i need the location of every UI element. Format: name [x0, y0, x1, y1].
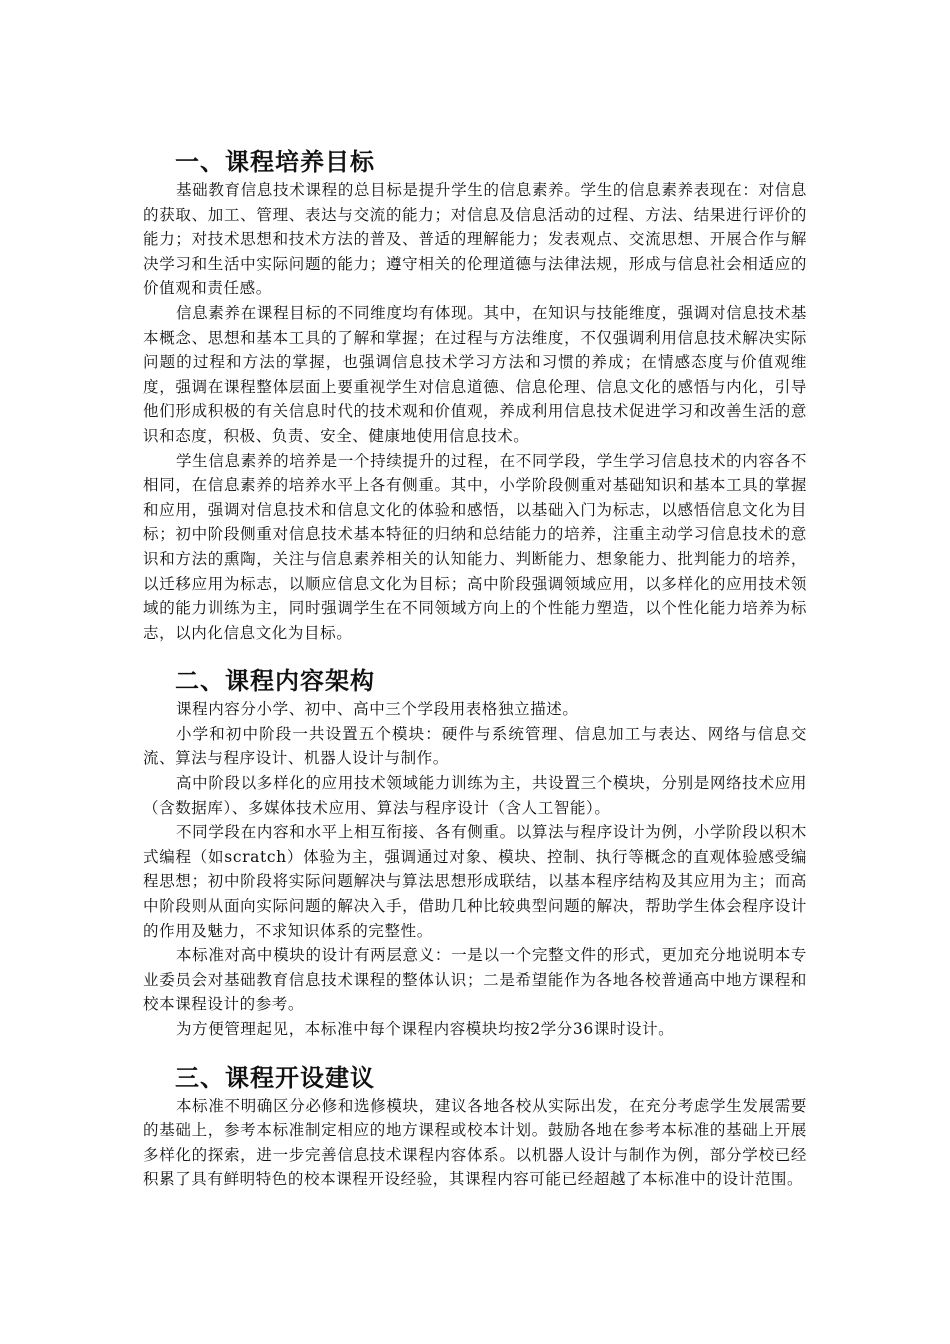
paragraph: 学生信息素养的培养是一个持续提升的过程，在不同学段，学生学习信息技术的内容各不相同，在信息素养的培养水平上各有侧重。其中，小学阶段侧重对基础知识和基本工具的掌握和应用，强调对信息技术和信息文化的体验和感悟，以基础入门为标志，以感悟信息文化为目标；初中阶段侧重对信息技术基本特征的归纳和总结能力的培养，注重主动学习信息技术的意识和方法的熏陶，关注与信息素养相关的认知能力、判断能力、想象能力、批判能力的培养，以迁移应用为标志，以顺应信息文化为目标；高中阶段强调领域应用，以多样化的应用技术领域的能力训练为主，同时强调学生在不同领域方向上的个性能力塑造，以个性化能力培养为标志，以内化信息文化为目标。 [143, 451, 807, 642]
paragraph: 小学和初中阶段一共设置五个模块：硬件与系统管理、信息加工与表达、网络与信息交流、算法与程序设计、机器人设计与制作。 [143, 724, 807, 768]
paragraph: 信息素养在课程目标的不同维度均有体现。其中，在知识与技能维度，强调对信息技术基本概念、思想和基本工具的了解和掌握；在过程与方法维度，不仅强调利用信息技术解决实际问题的过程和方法的掌握，也强调信息技术学习方法和习惯的养成；在情感态度与价值观维度，强调在课程整体层面上要重视学生对信息道德、信息伦理、信息文化的感悟与内化，引导他们形成积极的有关信息时代的技术观和价值观，养成利用信息技术促进学习和改善生活的意识和态度，积极、负责、安全、健康地使用信息技术。 [143, 303, 807, 445]
section-heading: 一、课程培养目标 [175, 148, 375, 176]
paragraph: 为方便管理起见，本标准中每个课程内容模块均按2学分36课时设计。 [176, 1020, 675, 1038]
section-course-content [143, 665, 807, 1041]
paragraph: 不同学段在内容和水平上相互衔接、各有侧重。以算法与程序设计为例，小学阶段以积木式编程（如scratch）体验为主，强调通过对象、模块、控制、执行等概念的直观体验感受编程思想；初中阶段将实际问题解决与算法思想形成联结，以基本程序结构及其应用为主；而高中阶段则从面向实际问题的解决入手，借助几种比较典型问题的解决，帮助学生体会程序设计的作用及魅力，不求知识体系的完整性。 [143, 823, 807, 940]
section-course-suggestions [143, 1062, 807, 1192]
section-course-goals [143, 146, 807, 645]
paragraph: 课程内容分小学、初中、高中三个学段用表格独立描述。 [176, 700, 579, 719]
section-heading: 三、课程开设建议 [175, 1063, 375, 1092]
paragraph: 高中阶段以多样化的应用技术领域能力训练为主，共设置三个模块，分别是网络技术应用（含数据库）、多媒体技术应用、算法与程序设计（含人工智能）。 [143, 774, 807, 817]
paragraph: 基础教育信息技术课程的总目标是提升学生的信息素养。学生的信息素养表现在：对信息的获取、加工、管理、表达与交流的能力；对信息及信息活动的过程、方法、结果进行评价的能力；对技术思想和技术方法的普及、普适的理解能力；发表观点、交流思想、开展合作与解决学习和生活中实际问题的能力；遵守相关的伦理道德与法律法规，形成与信息社会相适应的价值观和责任感。 [143, 181, 807, 298]
section-heading: 二、课程内容架构 [175, 667, 375, 696]
paragraph: 本标准不明确区分必修和选修模块，建议各地各校从实际出发，在充分考虑学生发展需要的基础上，参考本标准制定相应的地方课程或校本计划。鼓励各地在参考本标准的基础上开展多样化的探索，进一步完善信息技术课程内容体系。以机器人设计与制作为例，部分学校已经积累了具有鲜明特色的校本课程开设经验，其课程内容可能已经超越了本标准中的设计范围。 [143, 1096, 807, 1189]
document-body [143, 146, 807, 1212]
paragraph: 本标准对高中模块的设计有两层意义：一是以一个完整文件的形式，更加充分地说明本专业委员会对基础教育信息技术课程的整体认识；二是希望能作为各地各校普通高中地方课程和校本课程设计的参考。 [143, 946, 807, 1014]
